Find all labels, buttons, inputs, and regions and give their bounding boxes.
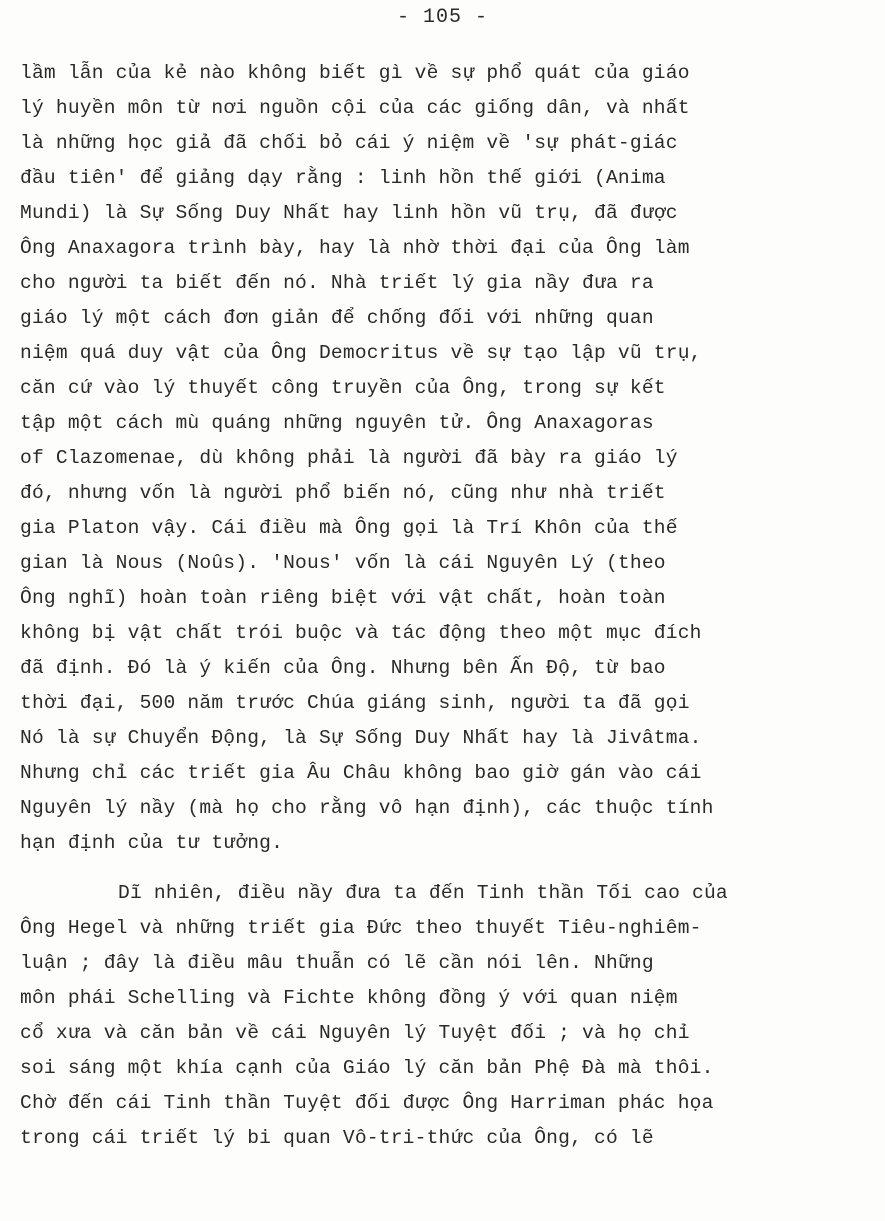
text-line: Ông Hegel và những triết gia Đức theo thuyết Tiêu-nghiêm- xyxy=(20,917,702,939)
text-line: gian là Nous (Noûs). 'Nous' vốn là cái Nguyên Lý (theo xyxy=(20,552,666,574)
text-line: Nó là sự Chuyển Động, là Sự Sống Duy Nhất hay là Jivâtma. xyxy=(20,727,702,749)
text-line: cho người ta biết đến nó. Nhà triết lý gia nầy đưa ra xyxy=(20,272,654,294)
text-line: đã định. Đó là ý kiến của Ông. Nhưng bên Ấn Độ, từ bao xyxy=(20,657,666,679)
text-line: căn cứ vào lý thuyết công truyền của Ông, trong sự kết xyxy=(20,377,666,399)
text-line: of Clazomenae, dù không phải là người đã bày ra giáo lý xyxy=(20,447,678,469)
text-line: tập một cách mù quáng những nguyên tử. Ông Anaxagoras xyxy=(20,412,654,434)
text-line: luận ; đây là điều mâu thuẫn có lẽ cần nói lên. Những xyxy=(20,952,654,974)
text-line: hạn định của tư tưởng. xyxy=(20,832,284,854)
text-line: soi sáng một khía cạnh của Giáo lý căn bản Phệ Đà mà thôi. xyxy=(20,1057,714,1079)
text-line: Dĩ nhiên, điều nầy đưa ta đến Tinh thần Tối cao của xyxy=(118,882,728,904)
text-line: Chờ đến cái Tinh thần Tuyệt đối được Ông Harriman phác họa xyxy=(20,1092,714,1114)
text-line: giáo lý một cách đơn giản để chống đối với những quan xyxy=(20,307,654,329)
text-line: gia Platon vậy. Cái điều mà Ông gọi là Trí Khôn của thế xyxy=(20,517,678,539)
page-number: - 105 - xyxy=(396,6,488,29)
text-line: Ông Anaxagora trình bày, hay là nhờ thời đại của Ông làm xyxy=(20,237,690,259)
text-line: lầm lẫn của kẻ nào không biết gì về sự phổ quát của giáo xyxy=(20,62,690,84)
text-line: niệm quá duy vật của Ông Democritus về sự tạo lập vũ trụ, xyxy=(20,342,702,364)
text-line: đầu tiên' để giảng dạy rằng : linh hồn thế giới (Anima xyxy=(20,167,666,189)
text-line: không bị vật chất trói buộc và tác động theo một mục đích xyxy=(20,622,702,644)
text-line: Nhưng chỉ các triết gia Âu Châu không bao giờ gán vào cái xyxy=(20,762,702,784)
text-line: thời đại, 500 năm trước Chúa giáng sinh, người ta đã gọi xyxy=(20,692,690,714)
text-line: Ông nghĩ) hoàn toàn riêng biệt với vật chất, hoàn toàn xyxy=(20,587,666,609)
text-line: môn phái Schelling và Fichte không đồng ý với quan niệm xyxy=(20,987,678,1009)
text-line: Mundi) là Sự Sống Duy Nhất hay linh hồn vũ trụ, đã được xyxy=(20,202,678,224)
text-line: đó, nhưng vốn là người phổ biến nó, cũng như nhà triết xyxy=(20,482,666,504)
text-line: là những học giả đã chối bỏ cái ý niệm về 'sự phát-giác xyxy=(20,132,678,154)
text-line: cổ xưa và căn bản về cái Nguyên lý Tuyệt đối ; và họ chỉ xyxy=(20,1022,690,1044)
text-line: lý huyền môn từ nơi nguồn cội của các giống dân, và nhất xyxy=(20,97,690,119)
text-line: Nguyên lý nầy (mà họ cho rằng vô hạn định), các thuộc tính xyxy=(20,797,714,819)
text-line: trong cái triết lý bi quan Vô-tri-thức của Ông, có lẽ xyxy=(20,1127,654,1149)
